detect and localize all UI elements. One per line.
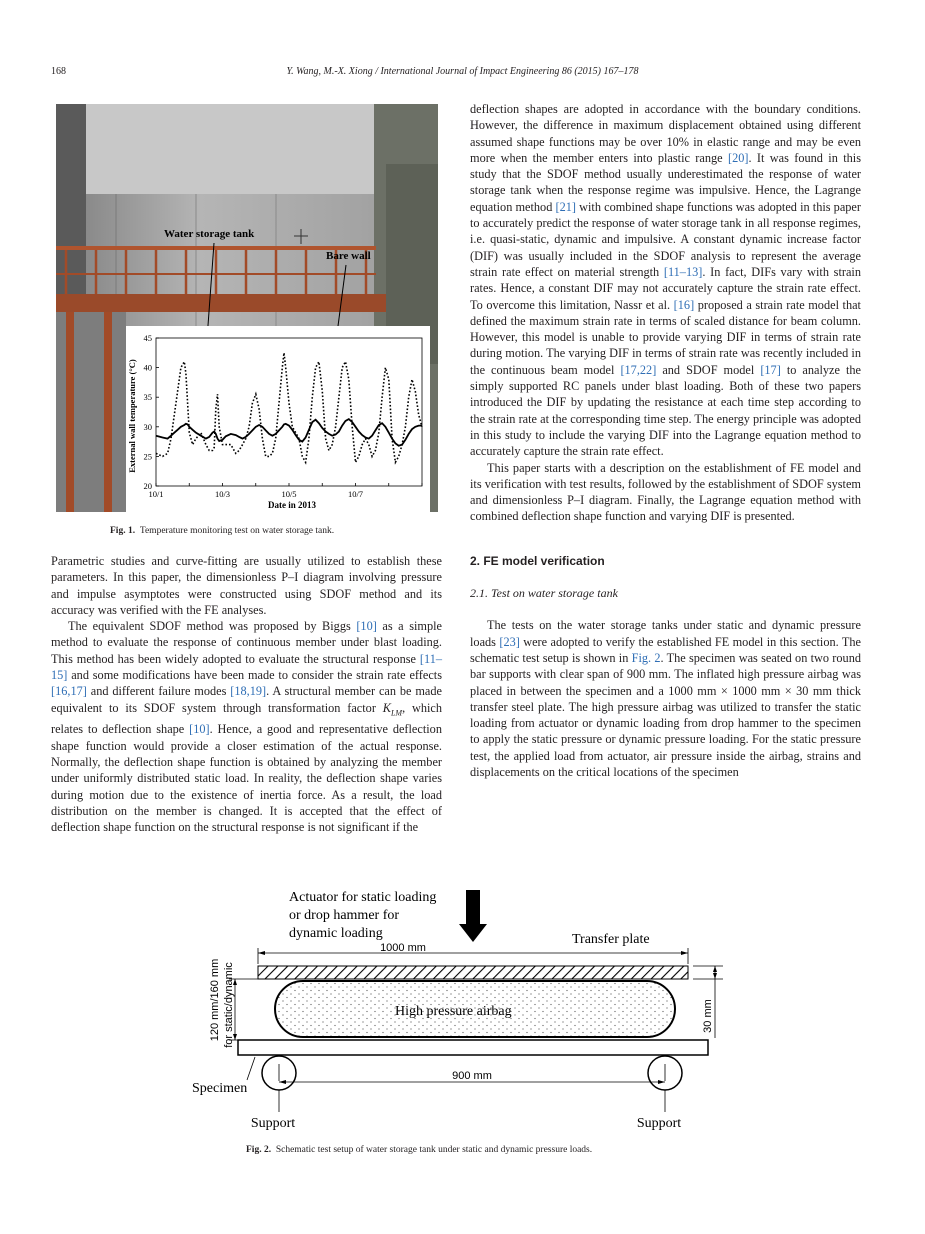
citation-link[interactable]: [11–13] <box>663 264 703 279</box>
photo-label-wall: Bare wall <box>326 250 371 262</box>
page-number: 168 <box>51 66 66 77</box>
chart-xlabel: Date in 2013 <box>268 500 316 510</box>
citation-link[interactable]: [17,22] <box>620 362 657 377</box>
airbag-label: High pressure airbag <box>395 1004 512 1019</box>
citation-link[interactable]: [23] <box>499 634 520 649</box>
citation-link[interactable]: [18,19] <box>230 684 267 699</box>
plot-area-frame <box>156 338 422 486</box>
temperature-chart-svg <box>126 326 430 512</box>
text-run: The tests on the water storage tanks under static and dynamic pressure loads <box>470 618 861 649</box>
y-tick-label: 40 <box>143 362 152 373</box>
text-run: , which relates to deflection shape <box>51 700 442 737</box>
span-label: 900 mm <box>452 1070 492 1082</box>
symbol-k: K <box>382 700 391 715</box>
series-line-bare-wall <box>156 353 422 463</box>
figure-1 <box>56 104 438 512</box>
citation-link[interactable]: [10] <box>356 619 377 634</box>
x-tick-label: 10/1 <box>148 489 164 499</box>
transfer-plate <box>258 966 688 979</box>
support-right-label: Support <box>636 1116 682 1131</box>
transfer-plate-label: Transfer plate <box>572 932 650 947</box>
text-run: as a simple method to evaluate the response of continuous member under blast loading. This method has been widely adopted to evaluate the structural response <box>51 619 442 666</box>
figure-2-caption <box>246 1145 592 1155</box>
y-tick-label: 30 <box>143 421 152 432</box>
running-title: Y. Wang, M.-X. Xiong / International Journal of Impact Engineering 86 (2015) 167–178 <box>286 66 639 77</box>
specimen-label: Specimen <box>192 1081 248 1096</box>
symbol-k-subscript: LM <box>390 708 403 718</box>
text-run: . Hence, a good and representative deflection shape function would provide a closer estimation of the actual response. Normally, the deflection shape function is obtained by analyzing the member under uniformly distributed static load. In reality, the deflection shape varies during motion due to the existence of inertia force. As a result, the load distribution on the member is changed. It is accepted that the effect of deflection shape function on the structural response is not significant if the <box>51 722 442 835</box>
paragraph: Parametric studies and curve-fitting are usually utilized to establish these parameters. In this paper, the dimensionless P–I diagram involving pressure and impulse asymptotes were constructed using SDOF method and its accuracy was verified with the FE analyses. <box>51 554 442 617</box>
figure-1-caption <box>110 526 334 536</box>
text-run: with combined shape functions was adopted in this paper to accurately predict the response of water storage tank in all response regimes, i.e. quasi-static, dynamic and impulsive. A constant dynamic increase factor (DIF) was usually included in the SDOF analysis to represent the average strain rate effect on material strength <box>470 199 861 279</box>
paragraph <box>470 617 861 780</box>
citation-link[interactable]: [20] <box>727 150 749 165</box>
chart-ylabel: External wall temperature (°C) <box>127 359 137 473</box>
y-tick-label: 35 <box>143 392 152 403</box>
x-tick-label: 10/7 <box>347 489 364 499</box>
height-label-2: for static/dynamic <box>223 962 235 1048</box>
text-run: and some modifications have been made to consider the strain rate effects <box>67 668 442 683</box>
text-run: . The specimen was seated on two round bar supports with clear span of 900 mm. The inflated high pressure airbag was placed in between the specimen and a 1000 mm × 1000 mm × 30 mm thick transfer steel plate. The high pressure airbag was utilized to transfer the static loading from actuator or dynamic loading from drop hammer to the specimen to apply the static pressure or dynamic pressure loading. For the static pressure test, the applied load from actuator, air pressure inside the airbag, strains and displacements on the critical locations of the specimen <box>470 650 861 779</box>
x-tick-label: 10/5 <box>281 489 297 499</box>
photo-label-tank: Water storage tank <box>164 228 255 240</box>
text-run: and different failure modes <box>86 684 231 699</box>
paragraph <box>470 101 861 460</box>
figure-1-caption-label: Fig. 1. <box>110 526 136 536</box>
height-label-1: 120 mm/160 mm <box>209 958 221 1042</box>
actuator-label-3: dynamic loading <box>289 926 383 941</box>
actuator-label-1: Actuator for static loading <box>289 890 437 905</box>
citation-link[interactable]: [16,17] <box>51 684 87 699</box>
text-run: proposed a strain rate model that defined the maximum strain rate in terms of scaled distance for beam column. However, this model is unable to provide varying DIF in terms of strain rate during motion. The varying DIF in terms of strain rate was recently included in the continuous beam model <box>470 297 861 377</box>
text-run: . It was found in this study that the SDOF method usually underestimated the response of water storage tank when the response regime was impulsive. Hence, the Lagrange equation method <box>470 150 861 214</box>
right-column <box>470 101 861 780</box>
text-run: The equivalent SDOF method was proposed by Biggs <box>68 619 357 634</box>
text-run: to analyze the simply supported RC panels under blast loading. Both of these two papers introduced the DIF by updating the resistance at each time step according to the strain rate at the corresponding time step. The energy principle was adopted in this study to include the varying DIF into the Lagrange equation method to accurately capture the strain rate effect. <box>470 362 862 459</box>
text-run: deflection shapes are adopted in accordance with the boundary conditions. However, the difference in maximum displacement obtained using different assumed shape functions may be over 10% in elastic range and may be even more when the member enters into plastic range <box>470 102 861 165</box>
citation-link[interactable]: [16] <box>673 297 695 312</box>
series-line-water-tank <box>156 419 422 446</box>
paragraph: This paper starts with a description on the establishment of FE model and its verification with test results, followed by the establishment of SDOF system and dimensionless P–I diagram. Finally, the Lagrange equation method with combined deflection shape function and varying DIF is presented. <box>470 460 861 524</box>
text-run: and SDOF model <box>656 362 761 377</box>
text-run: were adopted to verify the established FE model in this section. The schematic test setup is shown in <box>470 634 861 665</box>
support-left-label: Support <box>250 1116 296 1131</box>
figure-2-diagram <box>185 880 725 1135</box>
y-tick-label: 20 <box>143 481 152 491</box>
figure-2 <box>185 880 725 1135</box>
y-tick-label: 25 <box>143 451 152 462</box>
citation-link[interactable]: [10] <box>189 722 210 737</box>
text-run: . In fact, DIFs vary with strain rates. Hence, a constant DIF may not accurately capture the strain rate effect. To overcome this limitation, Nassr et al. <box>470 264 861 312</box>
figure-link[interactable]: Fig. 2 <box>631 650 661 665</box>
figure-2-caption-label: Fig. 2. <box>246 1145 272 1155</box>
citation-link[interactable]: [17] <box>760 362 781 377</box>
paragraph <box>51 618 442 835</box>
figure-2-caption-text: Schematic test setup of water storage tank under static and dynamic pressure loads. <box>275 1145 593 1155</box>
temperature-chart <box>126 326 430 512</box>
y-tick-label: 45 <box>143 333 152 343</box>
citation-link[interactable]: [21] <box>555 199 576 214</box>
plate-width-label: 1000 mm <box>380 942 426 954</box>
figure-1-caption-text: Temperature monitoring test on water storage tank. <box>139 526 335 536</box>
x-tick-label: 10/3 <box>214 489 231 499</box>
actuator-label-2: or drop hammer for <box>289 908 400 923</box>
text-run: . A structural member can be made equivalent to its SDOF system through transformation factor <box>51 684 442 715</box>
specimen <box>238 1040 708 1055</box>
section-heading: 2. FE model verification <box>470 553 605 568</box>
left-column <box>51 553 442 836</box>
plate-thickness-label: 30 mm <box>702 999 714 1033</box>
citation-link[interactable]: [11–15] <box>51 651 442 683</box>
subsection-heading: 2.1. Test on water storage tank <box>470 586 618 601</box>
load-arrow <box>459 890 487 942</box>
